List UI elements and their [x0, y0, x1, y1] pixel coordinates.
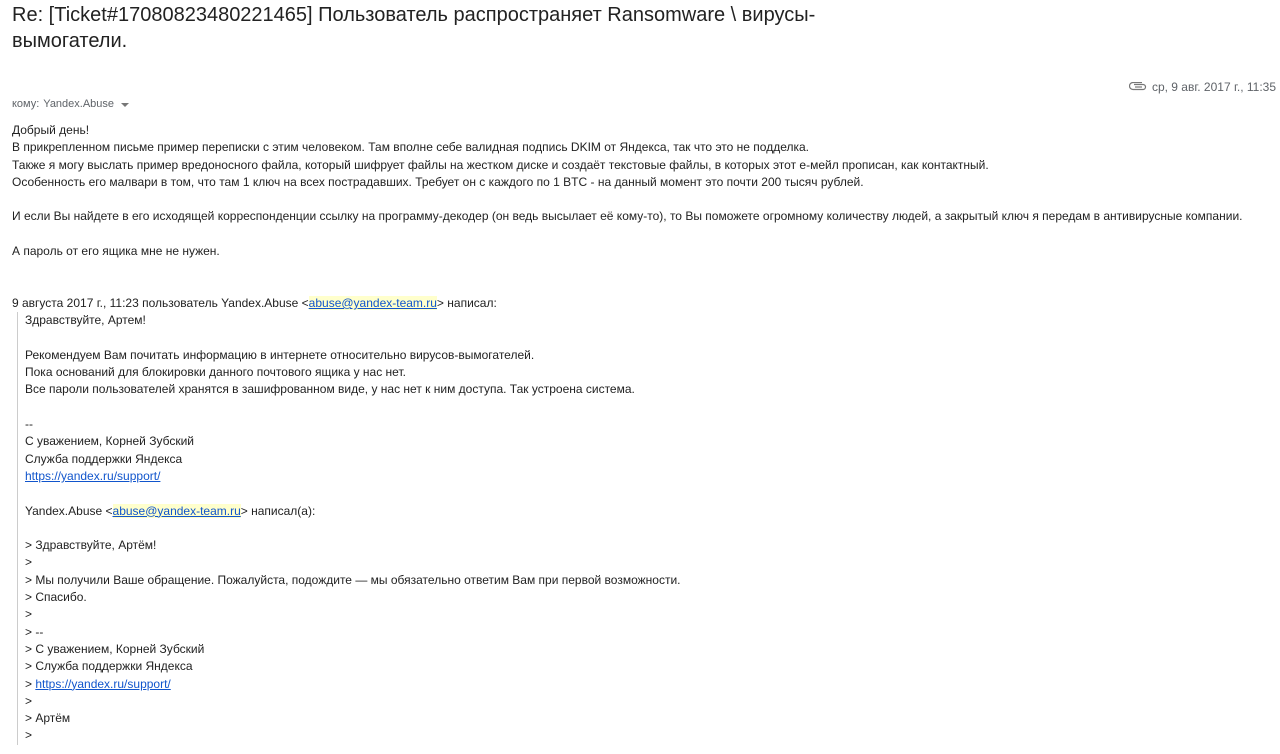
nested-support-link-line [25, 676, 1272, 693]
body-line: Также я могу выслать пример вредоносного файла, который шифрует файлы на жестком диске и создаёт текстовые файлы, в которых этот е-мейл прописан, как контактный. [12, 157, 989, 172]
nested-quote-line: > Артём [25, 711, 71, 726]
email-body [12, 122, 1272, 745]
email-date: ср, 9 авг. 2017 г., 11:35 [1151, 80, 1276, 94]
quote-line: Рекомендуем Вам почитать информацию в интернете относительно вирусов-вымогателей. [25, 347, 535, 362]
quoted-message [17, 312, 1272, 744]
body-line: В прикрепленном письме пример переписки с этим человеком. Там вполне себе валидная подпись DKIM от Яндекса, так что это не подделка. [12, 140, 810, 155]
quote-header-after: > написал: [436, 295, 497, 310]
inner-quote-header [25, 503, 1272, 520]
quote-line [25, 485, 1272, 502]
quote-line: Здравствуйте, Артем! [25, 313, 146, 328]
body-line: И если Вы найдете в его исходящей корреспонденции ссылку на программу-декодер (он ведь высылает её кому-то), то Вы поможете огромному количеству людей, а закрытый ключ я передам в антивирусные компании. [12, 209, 1243, 224]
body-line [12, 278, 1272, 295]
attachment-icon[interactable] [1129, 82, 1147, 92]
nested-quote-line: > [25, 728, 33, 743]
body-line [12, 226, 1272, 243]
inner-quote-header-after: > написал(а): [240, 503, 316, 518]
nested-quote-line: > [25, 693, 33, 708]
nested-quote-line: > [25, 555, 33, 570]
inner-quote-email-link[interactable]: abuse@yandex-team.ru [112, 503, 241, 518]
email-meta [1129, 80, 1276, 94]
email-subject: Re: [Ticket#17080823480221465] Пользователь распространяет Ransomware \ вирусы-вымогатели. [12, 4, 816, 52]
quote-header-email-link[interactable]: abuse@yandex-team.ru [308, 295, 437, 310]
body-line [12, 191, 1272, 208]
nested-quote-line: > С уважением, Корней Зубский [25, 641, 205, 656]
nested-support-link[interactable]: https://yandex.ru/support/ [35, 676, 171, 691]
body-line: А пароль от его ящика мне не нужен. [12, 244, 220, 259]
body-line: Особенность его малвари в том, что там 1 ключ на всех пострадавших. Требует он с каждого по 1 BTC - на данный момент это почти 200 тысяч рублей. [12, 174, 864, 189]
quote-line [25, 520, 1272, 537]
quote-header-before: 9 августа 2017 г., 11:23 пользователь Yandex.Abuse < [12, 295, 309, 310]
nested-quote-line: > Здравствуйте, Артём! [25, 538, 157, 553]
nested-quote-line: > -- [25, 624, 44, 639]
quote-line: Все пароли пользователей хранятся в зашифрованном виде, у нас нет к ним доступа. Так устроена система. [25, 382, 635, 397]
inner-quote-header-before: Yandex.Abuse < [25, 503, 113, 518]
body-line: Добрый день! [12, 123, 90, 137]
recipient-line [12, 98, 129, 110]
chevron-down-icon[interactable] [121, 103, 129, 107]
support-link-line [25, 468, 1272, 485]
nested-quote-line: > Служба поддержки Яндекса [25, 659, 193, 674]
quote-header [12, 295, 1272, 312]
quote-line [25, 330, 1272, 347]
support-link[interactable]: https://yandex.ru/support/ [25, 468, 161, 483]
quote-line: Пока оснований для блокировки данного почтового ящика у нас нет. [25, 365, 406, 380]
quote-line: -- [25, 417, 33, 432]
quote-line: С уважением, Корней Зубский [25, 434, 194, 449]
nested-quote-line: > Мы получили Ваше обращение. Пожалуйста, подождите — мы обязательно ответим Вам при первой возможности. [25, 572, 681, 587]
quote-line: Служба поддержки Яндекса [25, 451, 183, 466]
nested-link-prefix: > [25, 676, 36, 691]
recipient-prefix: кому: [12, 98, 40, 110]
body-line [12, 260, 1272, 277]
quote-line [25, 399, 1272, 416]
recipient-name: Yandex.Abuse [43, 98, 115, 110]
nested-quote-line: > Спасибо. [25, 590, 87, 605]
nested-quote-line: > [25, 607, 33, 622]
